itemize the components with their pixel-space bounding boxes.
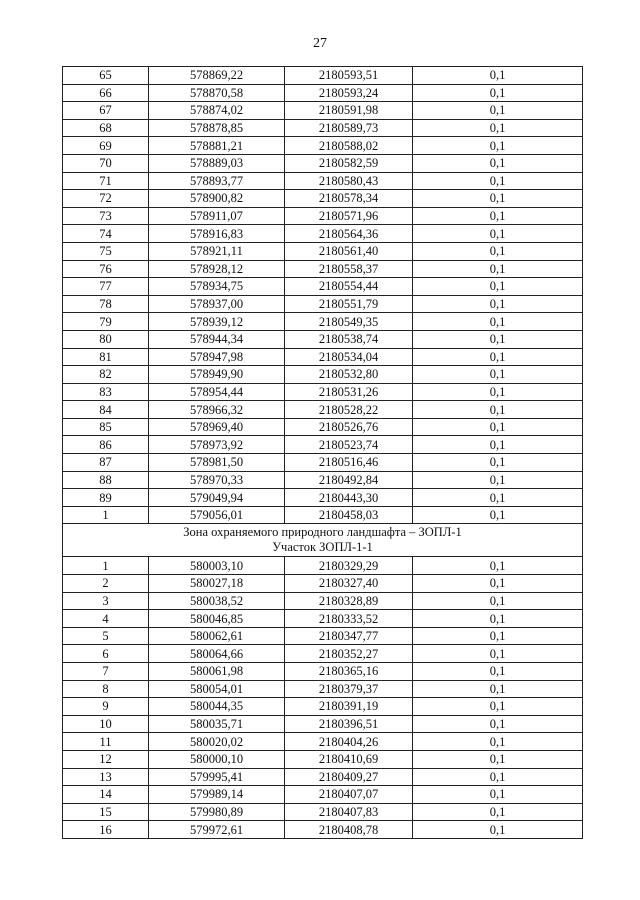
table-row — [63, 698, 583, 716]
x-coordinate-cell: 580046,85 — [149, 610, 285, 628]
table-row — [63, 610, 583, 628]
y-coordinate-cell: 2180333,52 — [285, 610, 413, 628]
accuracy-cell: 0,1 — [413, 84, 583, 102]
point-number-cell: 16 — [63, 821, 149, 839]
accuracy-cell: 0,1 — [413, 454, 583, 472]
accuracy-cell: 0,1 — [413, 119, 583, 137]
y-coordinate-cell: 2180347,77 — [285, 627, 413, 645]
table-row — [63, 330, 583, 348]
accuracy-cell: 0,1 — [413, 242, 583, 260]
table-row — [63, 627, 583, 645]
x-coordinate-cell: 578947,98 — [149, 348, 285, 366]
accuracy-cell: 0,1 — [413, 610, 583, 628]
y-coordinate-cell: 2180538,74 — [285, 330, 413, 348]
x-coordinate-cell: 578944,34 — [149, 330, 285, 348]
accuracy-cell: 0,1 — [413, 575, 583, 593]
y-coordinate-cell: 2180561,40 — [285, 242, 413, 260]
table-row — [63, 557, 583, 575]
point-number-cell: 72 — [63, 190, 149, 208]
table-row — [63, 348, 583, 366]
accuracy-cell: 0,1 — [413, 172, 583, 190]
x-coordinate-cell: 580027,18 — [149, 575, 285, 593]
y-coordinate-cell: 2180591,98 — [285, 102, 413, 120]
point-number-cell: 84 — [63, 401, 149, 419]
accuracy-cell: 0,1 — [413, 366, 583, 384]
accuracy-cell: 0,1 — [413, 295, 583, 313]
table-row — [63, 663, 583, 681]
x-coordinate-cell: 578966,32 — [149, 401, 285, 419]
y-coordinate-cell: 2180554,44 — [285, 278, 413, 296]
table-row — [63, 821, 583, 839]
x-coordinate-cell: 580020,02 — [149, 733, 285, 751]
y-coordinate-cell: 2180365,16 — [285, 663, 413, 681]
x-coordinate-cell: 579989,14 — [149, 786, 285, 804]
x-coordinate-cell: 580038,52 — [149, 592, 285, 610]
y-coordinate-cell: 2180492,84 — [285, 471, 413, 489]
y-coordinate-cell: 2180516,46 — [285, 454, 413, 472]
point-number-cell: 11 — [63, 733, 149, 751]
y-coordinate-cell: 2180352,27 — [285, 645, 413, 663]
point-number-cell: 65 — [63, 67, 149, 85]
section-header — [63, 524, 583, 557]
accuracy-cell: 0,1 — [413, 260, 583, 278]
accuracy-cell: 0,1 — [413, 592, 583, 610]
point-number-cell: 89 — [63, 489, 149, 507]
table-row — [63, 803, 583, 821]
y-coordinate-cell: 2180580,43 — [285, 172, 413, 190]
table-row — [63, 225, 583, 243]
point-number-cell: 69 — [63, 137, 149, 155]
accuracy-cell: 0,1 — [413, 663, 583, 681]
accuracy-cell: 0,1 — [413, 436, 583, 454]
point-number-cell: 87 — [63, 454, 149, 472]
accuracy-cell: 0,1 — [413, 645, 583, 663]
point-number-cell: 6 — [63, 645, 149, 663]
x-coordinate-cell: 579980,89 — [149, 803, 285, 821]
accuracy-cell: 0,1 — [413, 557, 583, 575]
y-coordinate-cell: 2180593,24 — [285, 84, 413, 102]
y-coordinate-cell: 2180396,51 — [285, 715, 413, 733]
table-row — [63, 715, 583, 733]
point-number-cell: 70 — [63, 154, 149, 172]
x-coordinate-cell: 578874,02 — [149, 102, 285, 120]
table-row — [63, 172, 583, 190]
y-coordinate-cell: 2180528,22 — [285, 401, 413, 419]
accuracy-cell: 0,1 — [413, 67, 583, 85]
point-number-cell: 14 — [63, 786, 149, 804]
table-row — [63, 506, 583, 524]
y-coordinate-cell: 2180407,83 — [285, 803, 413, 821]
point-number-cell: 81 — [63, 348, 149, 366]
point-number-cell: 75 — [63, 242, 149, 260]
point-number-cell: 10 — [63, 715, 149, 733]
x-coordinate-cell: 578881,21 — [149, 137, 285, 155]
table-row — [63, 154, 583, 172]
table-row — [63, 575, 583, 593]
accuracy-cell: 0,1 — [413, 207, 583, 225]
x-coordinate-cell: 578949,90 — [149, 366, 285, 384]
y-coordinate-cell: 2180593,51 — [285, 67, 413, 85]
coordinates-table — [62, 66, 583, 839]
table-row — [63, 102, 583, 120]
y-coordinate-cell: 2180531,26 — [285, 383, 413, 401]
y-coordinate-cell: 2180582,59 — [285, 154, 413, 172]
page-number: 27 — [313, 36, 327, 51]
y-coordinate-cell: 2180407,07 — [285, 786, 413, 804]
x-coordinate-cell: 579049,94 — [149, 489, 285, 507]
point-number-cell: 67 — [63, 102, 149, 120]
y-coordinate-cell: 2180404,26 — [285, 733, 413, 751]
table-row — [63, 366, 583, 384]
table-row — [63, 592, 583, 610]
point-number-cell: 83 — [63, 383, 149, 401]
coordinates-table-body — [63, 67, 583, 839]
point-number-cell: 7 — [63, 663, 149, 681]
point-number-cell: 71 — [63, 172, 149, 190]
x-coordinate-cell: 578939,12 — [149, 313, 285, 331]
table-row — [63, 680, 583, 698]
point-number-cell: 78 — [63, 295, 149, 313]
x-coordinate-cell: 578981,50 — [149, 454, 285, 472]
table-row — [63, 207, 583, 225]
point-number-cell: 1 — [63, 557, 149, 575]
y-coordinate-cell: 2180558,37 — [285, 260, 413, 278]
table-row — [63, 436, 583, 454]
accuracy-cell: 0,1 — [413, 733, 583, 751]
point-number-cell: 9 — [63, 698, 149, 716]
y-coordinate-cell: 2180327,40 — [285, 575, 413, 593]
x-coordinate-cell: 580061,98 — [149, 663, 285, 681]
x-coordinate-cell: 578973,92 — [149, 436, 285, 454]
section-header-row — [63, 524, 583, 557]
accuracy-cell: 0,1 — [413, 348, 583, 366]
x-coordinate-cell: 580000,10 — [149, 750, 285, 768]
table-row — [63, 137, 583, 155]
table-row — [63, 383, 583, 401]
accuracy-cell: 0,1 — [413, 506, 583, 524]
x-coordinate-cell: 578916,83 — [149, 225, 285, 243]
table-row — [63, 242, 583, 260]
y-coordinate-cell: 2180410,69 — [285, 750, 413, 768]
x-coordinate-cell: 579972,61 — [149, 821, 285, 839]
y-coordinate-cell: 2180532,80 — [285, 366, 413, 384]
x-coordinate-cell: 578970,33 — [149, 471, 285, 489]
x-coordinate-cell: 578911,07 — [149, 207, 285, 225]
y-coordinate-cell: 2180408,78 — [285, 821, 413, 839]
point-number-cell: 12 — [63, 750, 149, 768]
x-coordinate-cell: 578921,11 — [149, 242, 285, 260]
accuracy-cell: 0,1 — [413, 715, 583, 733]
point-number-cell: 85 — [63, 418, 149, 436]
table-row — [63, 733, 583, 751]
y-coordinate-cell: 2180379,37 — [285, 680, 413, 698]
point-number-cell: 8 — [63, 680, 149, 698]
y-coordinate-cell: 2180571,96 — [285, 207, 413, 225]
point-number-cell: 79 — [63, 313, 149, 331]
point-number-cell: 80 — [63, 330, 149, 348]
table-row — [63, 119, 583, 137]
table-row — [63, 418, 583, 436]
point-number-cell: 74 — [63, 225, 149, 243]
y-coordinate-cell: 2180329,29 — [285, 557, 413, 575]
accuracy-cell: 0,1 — [413, 821, 583, 839]
point-number-cell: 77 — [63, 278, 149, 296]
point-number-cell: 88 — [63, 471, 149, 489]
x-coordinate-cell: 578893,77 — [149, 172, 285, 190]
accuracy-cell: 0,1 — [413, 278, 583, 296]
point-number-cell: 4 — [63, 610, 149, 628]
x-coordinate-cell: 580044,35 — [149, 698, 285, 716]
x-coordinate-cell: 578870,58 — [149, 84, 285, 102]
x-coordinate-cell: 578900,82 — [149, 190, 285, 208]
y-coordinate-cell: 2180588,02 — [285, 137, 413, 155]
accuracy-cell: 0,1 — [413, 489, 583, 507]
y-coordinate-cell: 2180443,30 — [285, 489, 413, 507]
accuracy-cell: 0,1 — [413, 471, 583, 489]
accuracy-cell: 0,1 — [413, 803, 583, 821]
accuracy-cell: 0,1 — [413, 786, 583, 804]
x-coordinate-cell: 578937,00 — [149, 295, 285, 313]
point-number-cell: 15 — [63, 803, 149, 821]
accuracy-cell: 0,1 — [413, 102, 583, 120]
y-coordinate-cell: 2180458,03 — [285, 506, 413, 524]
y-coordinate-cell: 2180523,74 — [285, 436, 413, 454]
table-row — [63, 750, 583, 768]
accuracy-cell: 0,1 — [413, 418, 583, 436]
x-coordinate-cell: 578969,40 — [149, 418, 285, 436]
x-coordinate-cell: 579995,41 — [149, 768, 285, 786]
table-row — [63, 190, 583, 208]
table-row — [63, 295, 583, 313]
y-coordinate-cell: 2180534,04 — [285, 348, 413, 366]
y-coordinate-cell: 2180328,89 — [285, 592, 413, 610]
y-coordinate-cell: 2180391,19 — [285, 698, 413, 716]
x-coordinate-cell: 580064,66 — [149, 645, 285, 663]
accuracy-cell: 0,1 — [413, 627, 583, 645]
accuracy-cell: 0,1 — [413, 750, 583, 768]
x-coordinate-cell: 578869,22 — [149, 67, 285, 85]
x-coordinate-cell: 580062,61 — [149, 627, 285, 645]
point-number-cell: 1 — [63, 506, 149, 524]
table-row — [63, 401, 583, 419]
table-row — [63, 84, 583, 102]
x-coordinate-cell: 580035,71 — [149, 715, 285, 733]
point-number-cell: 82 — [63, 366, 149, 384]
point-number-cell: 5 — [63, 627, 149, 645]
table-row — [63, 768, 583, 786]
zone-title: Зона охраняемого природного ландшафта – ЗОПЛ-1 — [183, 525, 462, 540]
table-row — [63, 313, 583, 331]
y-coordinate-cell: 2180578,34 — [285, 190, 413, 208]
point-number-cell: 86 — [63, 436, 149, 454]
point-number-cell: 3 — [63, 592, 149, 610]
y-coordinate-cell: 2180589,73 — [285, 119, 413, 137]
y-coordinate-cell: 2180409,27 — [285, 768, 413, 786]
x-coordinate-cell: 578954,44 — [149, 383, 285, 401]
y-coordinate-cell: 2180526,76 — [285, 418, 413, 436]
accuracy-cell: 0,1 — [413, 698, 583, 716]
accuracy-cell: 0,1 — [413, 225, 583, 243]
table-row — [63, 489, 583, 507]
accuracy-cell: 0,1 — [413, 313, 583, 331]
x-coordinate-cell: 578934,75 — [149, 278, 285, 296]
y-coordinate-cell: 2180564,36 — [285, 225, 413, 243]
table-row — [63, 260, 583, 278]
plot-title: Участок ЗОПЛ-1-1 — [272, 540, 373, 555]
accuracy-cell: 0,1 — [413, 768, 583, 786]
table-row — [63, 471, 583, 489]
accuracy-cell: 0,1 — [413, 330, 583, 348]
x-coordinate-cell: 580054,01 — [149, 680, 285, 698]
x-coordinate-cell: 578928,12 — [149, 260, 285, 278]
table-row — [63, 645, 583, 663]
table-row — [63, 278, 583, 296]
point-number-cell: 2 — [63, 575, 149, 593]
y-coordinate-cell: 2180549,35 — [285, 313, 413, 331]
x-coordinate-cell: 578889,03 — [149, 154, 285, 172]
y-coordinate-cell: 2180551,79 — [285, 295, 413, 313]
accuracy-cell: 0,1 — [413, 190, 583, 208]
x-coordinate-cell: 579056,01 — [149, 506, 285, 524]
point-number-cell: 66 — [63, 84, 149, 102]
point-number-cell: 73 — [63, 207, 149, 225]
accuracy-cell: 0,1 — [413, 154, 583, 172]
table-row — [63, 454, 583, 472]
accuracy-cell: 0,1 — [413, 401, 583, 419]
accuracy-cell: 0,1 — [413, 383, 583, 401]
table-row — [63, 67, 583, 85]
x-coordinate-cell: 580003,10 — [149, 557, 285, 575]
x-coordinate-cell: 578878,85 — [149, 119, 285, 137]
accuracy-cell: 0,1 — [413, 680, 583, 698]
point-number-cell: 76 — [63, 260, 149, 278]
table-row — [63, 786, 583, 804]
point-number-cell: 68 — [63, 119, 149, 137]
point-number-cell: 13 — [63, 768, 149, 786]
accuracy-cell: 0,1 — [413, 137, 583, 155]
